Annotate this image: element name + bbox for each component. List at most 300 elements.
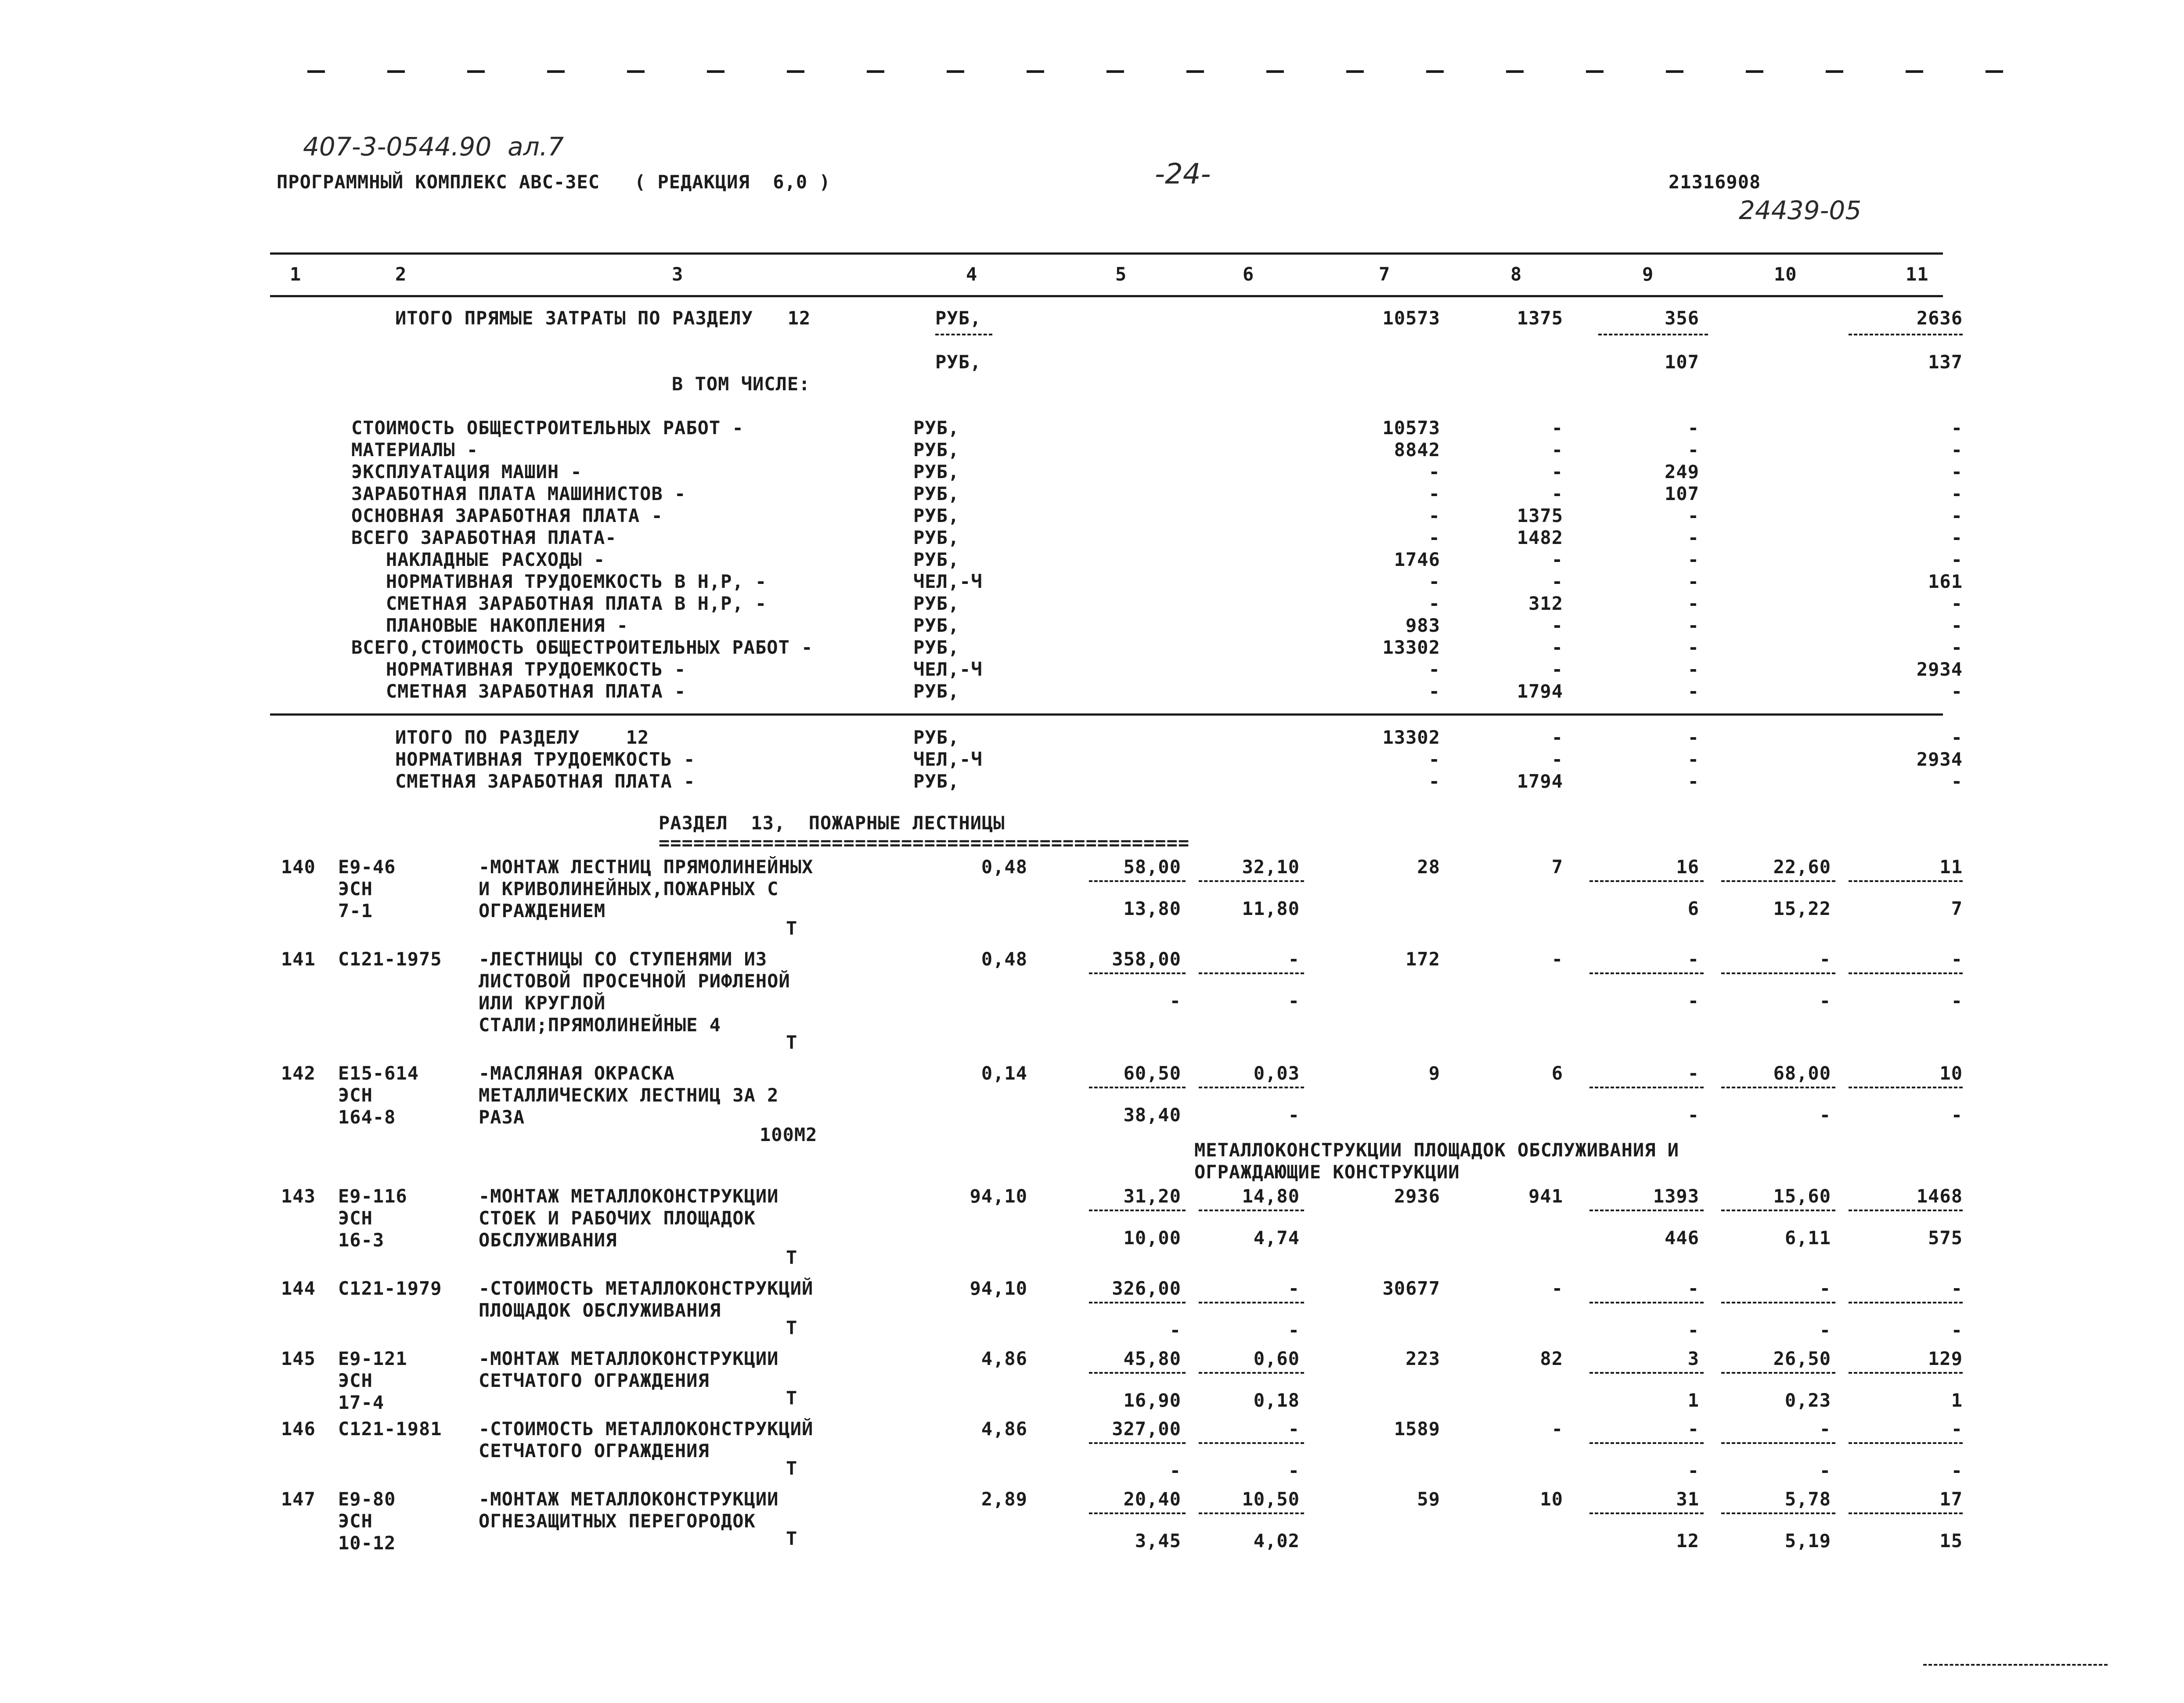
item-c10-upper: 15,60 xyxy=(1773,1185,1831,1207)
item-c5-lower: 3,45 xyxy=(1135,1530,1181,1552)
column-header-10: 10 xyxy=(1774,263,1797,285)
item-c9-lower: - xyxy=(1687,990,1699,1012)
page-edge-dash xyxy=(1266,70,1284,73)
item-c8: - xyxy=(1551,1278,1563,1299)
column-header-4: 4 xyxy=(966,263,978,285)
item-c8: - xyxy=(1551,1418,1563,1440)
summary-row-label: НАКЛАДНЫЕ РАСХОДЫ - xyxy=(351,549,605,570)
item-number: 140 xyxy=(281,856,316,878)
item-code: ЭСН xyxy=(338,1084,373,1106)
summary-row-c9: - xyxy=(1687,505,1699,526)
underline xyxy=(1598,334,1708,335)
column-header-1: 1 xyxy=(290,263,302,285)
summary-row-unit: РУБ, xyxy=(913,615,960,636)
item-c10-lower: - xyxy=(1819,1460,1831,1481)
summary-row-label: СМЕТНАЯ ЗАРАБОТНАЯ ПЛАТА - xyxy=(351,680,686,702)
item-c10-upper: 22,60 xyxy=(1773,856,1831,878)
value-divider xyxy=(1199,972,1304,974)
item-c8: 82 xyxy=(1540,1348,1563,1369)
section-total-c9: - xyxy=(1687,727,1699,748)
page-edge-dash xyxy=(1666,70,1683,73)
item-c7: 1589 xyxy=(1394,1418,1440,1440)
item-c5-upper: 326,00 xyxy=(1112,1278,1181,1299)
summary-row-label: ЗАРАБОТНАЯ ПЛАТА МАШИНИСТОВ - xyxy=(351,483,686,504)
item-c11-lower: 575 xyxy=(1928,1227,1963,1249)
item-c7: 2936 xyxy=(1394,1185,1440,1207)
item-c11-upper: 17 xyxy=(1939,1488,1963,1510)
page-edge-dash xyxy=(1106,70,1124,73)
item-c9-lower: - xyxy=(1687,1104,1699,1126)
bottom-rule xyxy=(1923,1664,2108,1666)
page-edge-dash xyxy=(307,70,325,73)
summary-row-c7: 10573 xyxy=(1382,417,1440,439)
summary-row-c11: - xyxy=(1951,483,1963,504)
summary-row-c8: 1794 xyxy=(1517,680,1563,702)
item-c11-upper: - xyxy=(1951,1418,1963,1440)
value-divider xyxy=(1849,1210,1963,1211)
value-divider xyxy=(1849,1372,1963,1374)
including-label: В ТОМ ЧИСЛЕ: xyxy=(672,373,811,395)
value-divider xyxy=(1199,880,1304,882)
item-c6-lower: 11,80 xyxy=(1242,898,1300,919)
summary-row-label: НОРМАТИВНАЯ ТРУДОЕМКОСТЬ - xyxy=(351,659,686,680)
item-c5-upper: 20,40 xyxy=(1123,1488,1181,1510)
page-edge-dash xyxy=(1027,70,1044,73)
section-total-unit: ЧЕЛ,-Ч xyxy=(913,749,983,770)
value-divider xyxy=(1721,1442,1835,1444)
item-number: 141 xyxy=(281,948,316,970)
summary-row-unit: РУБ, xyxy=(913,549,960,570)
summary-row-c9: - xyxy=(1687,439,1699,461)
total-direct-c8: 1375 xyxy=(1517,307,1563,329)
item-c6-upper: - xyxy=(1288,948,1300,970)
summary-row-c11: 161 xyxy=(1928,571,1963,592)
summary-row-c8: - xyxy=(1551,483,1563,504)
summary-row-unit: ЧЕЛ,-Ч xyxy=(913,659,983,680)
summary-row-unit: РУБ, xyxy=(913,593,960,614)
summary-row-c8: - xyxy=(1551,549,1563,570)
summary-row-c8: 1375 xyxy=(1517,505,1563,526)
column-header-8: 8 xyxy=(1510,263,1522,285)
page-edge-dash xyxy=(1346,70,1364,73)
item-c11-upper: 1468 xyxy=(1916,1185,1963,1207)
value-divider xyxy=(1199,1087,1304,1088)
value-divider xyxy=(1721,1372,1835,1374)
item-unit: Т xyxy=(786,1247,798,1268)
item-number: 147 xyxy=(281,1488,316,1510)
section-total-label: СМЕТНАЯ ЗАРАБОТНАЯ ПЛАТА - xyxy=(395,770,696,792)
item-number: 146 xyxy=(281,1418,316,1440)
item-c10-upper: 26,50 xyxy=(1773,1348,1831,1369)
summary-row-c11: - xyxy=(1951,593,1963,614)
summary-row-label: СТОИМОСТЬ ОБЩЕСТРОИТЕЛЬНЫХ РАБОТ - xyxy=(351,417,744,439)
item-code: Е9-121 xyxy=(338,1348,407,1369)
item-c9-lower: 446 xyxy=(1665,1227,1699,1249)
item-code: 164-8 xyxy=(338,1106,396,1128)
summary-row-c11: - xyxy=(1951,615,1963,636)
summary-row-c9: - xyxy=(1687,417,1699,439)
section-total-c11: - xyxy=(1951,727,1963,748)
item-c5-lower: - xyxy=(1169,1319,1181,1341)
value-divider xyxy=(1089,1372,1186,1374)
summary-row-c11: - xyxy=(1951,439,1963,461)
underline xyxy=(935,334,992,335)
item-code: Е15-614 xyxy=(338,1062,419,1084)
item-description: И КРИВОЛИНЕЙНЫХ,ПОЖАРНЫХ С xyxy=(479,878,779,900)
value-divider xyxy=(1089,1087,1186,1088)
summary-row-c8: - xyxy=(1551,637,1563,658)
value-divider xyxy=(1849,1512,1963,1514)
item-c10-upper: 68,00 xyxy=(1773,1062,1831,1084)
item-c10-lower: - xyxy=(1819,1319,1831,1341)
item-c6-lower: - xyxy=(1288,990,1300,1012)
item-code: ЭСН xyxy=(338,1510,373,1532)
item-c10-lower: - xyxy=(1819,1104,1831,1126)
item-c9-upper: - xyxy=(1687,1062,1699,1084)
section-total-unit: РУБ, xyxy=(913,727,960,748)
summary-row-c7: - xyxy=(1428,505,1440,526)
value-divider xyxy=(1589,1302,1704,1303)
page-edge-dash xyxy=(547,70,565,73)
item-code: Е9-46 xyxy=(338,856,396,878)
item-c6-lower: - xyxy=(1288,1460,1300,1481)
item-description: -СТОИМОСТЬ МЕТАЛЛОКОНСТРУКЦИЙ xyxy=(479,1418,814,1440)
summary-row-unit: ЧЕЛ,-Ч xyxy=(913,571,983,592)
page-edge-dash xyxy=(1826,70,1843,73)
section-total-c8: - xyxy=(1551,749,1563,770)
item-c6-upper: 14,80 xyxy=(1242,1185,1300,1207)
column-header-11: 11 xyxy=(1906,263,1929,285)
section-total-unit: РУБ, xyxy=(913,770,960,792)
item-code: С121-1981 xyxy=(338,1418,442,1440)
page-edge-dash xyxy=(867,70,884,73)
value-divider xyxy=(1199,1512,1304,1514)
item-description: ОБСЛУЖИВАНИЯ xyxy=(479,1229,617,1251)
summary-row-unit: РУБ, xyxy=(913,637,960,658)
item-c10-lower: - xyxy=(1819,990,1831,1012)
page-edge-dash xyxy=(1186,70,1204,73)
value-divider xyxy=(1589,972,1704,974)
page-edge-dash xyxy=(1746,70,1763,73)
summary-row-c9: 107 xyxy=(1665,483,1699,504)
item-c8: 7 xyxy=(1551,856,1563,878)
item-c11-upper: 129 xyxy=(1928,1348,1963,1369)
summary-row-c7: 13302 xyxy=(1382,637,1440,658)
summary-row-c7: - xyxy=(1428,461,1440,482)
page-edge-dash xyxy=(627,70,645,73)
item-c9-lower: 1 xyxy=(1687,1390,1699,1411)
summary-row-c9: - xyxy=(1687,659,1699,680)
item-quantity: 94,10 xyxy=(969,1185,1027,1207)
item-c6-lower: 4,74 xyxy=(1253,1227,1300,1249)
summary-row-c11: - xyxy=(1951,527,1963,548)
section-total-label: ИТОГО ПО РАЗДЕЛУ 12 xyxy=(395,727,649,748)
value-divider xyxy=(1849,972,1963,974)
summary-row-c9: - xyxy=(1687,615,1699,636)
item-c5-lower: 10,00 xyxy=(1123,1227,1181,1249)
page-edge-dash xyxy=(707,70,724,73)
value-divider xyxy=(1721,972,1835,974)
item-code: Е9-116 xyxy=(338,1185,407,1207)
item-quantity: 4,86 xyxy=(981,1348,1027,1369)
value-divider xyxy=(1721,1302,1835,1303)
value-divider xyxy=(1089,972,1186,974)
item-c11-upper: 10 xyxy=(1939,1062,1963,1084)
value-divider xyxy=(1589,1087,1704,1088)
summary-row-c11: - xyxy=(1951,505,1963,526)
item-c8: 6 xyxy=(1551,1062,1563,1084)
summary-row-label: ВСЕГО ЗАРАБОТНАЯ ПЛАТА- xyxy=(351,527,617,548)
item-c10-upper: - xyxy=(1819,1278,1831,1299)
item-c7: 30677 xyxy=(1382,1278,1440,1299)
item-c6-upper: 0,60 xyxy=(1253,1348,1300,1369)
value-divider xyxy=(1589,1512,1704,1514)
value-divider xyxy=(1589,1210,1704,1211)
value-divider xyxy=(1721,1512,1835,1514)
column-header-2: 2 xyxy=(395,263,407,285)
item-unit: 100М2 xyxy=(760,1124,818,1145)
item-c10-lower: 5,19 xyxy=(1784,1530,1831,1552)
item-quantity: 0,14 xyxy=(981,1062,1027,1084)
summary-row-c7: 983 xyxy=(1406,615,1440,636)
summary-row-label: ВСЕГО,СТОИМОСТЬ ОБЩЕСТРОИТЕЛЬНЫХ РАБОТ - xyxy=(351,637,813,658)
value-divider xyxy=(1849,1302,1963,1303)
section-total-label: НОРМАТИВНАЯ ТРУДОЕМКОСТЬ - xyxy=(395,749,696,770)
summary-row-unit: РУБ, xyxy=(913,505,960,526)
table-top-rule xyxy=(270,252,1943,255)
item-number: 143 xyxy=(281,1185,316,1207)
item-c6-upper: 32,10 xyxy=(1242,856,1300,878)
subsection-heading: МЕТАЛЛОКОНСТРУКЦИИ ПЛОЩАДОК ОБСЛУЖИВАНИЯ И ОГРАЖДАЮЩИЕ КОНСТРУКЦИИ xyxy=(1194,1139,1679,1183)
item-unit: Т xyxy=(786,918,798,939)
item-c11-lower: 7 xyxy=(1951,898,1963,919)
page-number: -24- xyxy=(1155,158,1211,191)
value-divider xyxy=(1089,1210,1186,1211)
page-edge-dash xyxy=(947,70,964,73)
summary-row-c9: - xyxy=(1687,549,1699,570)
value-divider xyxy=(1199,1302,1304,1303)
section-total-c7: - xyxy=(1428,770,1440,792)
summary-row-c7: - xyxy=(1428,659,1440,680)
summary-row-c9: 249 xyxy=(1665,461,1699,482)
item-code: ЭСН xyxy=(338,878,373,900)
item-number: 144 xyxy=(281,1278,316,1299)
item-c7: 59 xyxy=(1417,1488,1440,1510)
item-c11-lower: - xyxy=(1951,1319,1963,1341)
summary-row-c11: - xyxy=(1951,417,1963,439)
item-c6-upper: - xyxy=(1288,1278,1300,1299)
column-header-7: 7 xyxy=(1379,263,1391,285)
page-edge-dash xyxy=(1506,70,1524,73)
column-header-9: 9 xyxy=(1642,263,1654,285)
item-c9-upper: 31 xyxy=(1676,1488,1699,1510)
item-c9-upper: 1393 xyxy=(1653,1185,1699,1207)
summary-row-c8: - xyxy=(1551,461,1563,482)
value-divider xyxy=(1589,1372,1704,1374)
item-description: -МОНТАЖ МЕТАЛЛОКОНСТРУКЦИИ xyxy=(479,1348,779,1369)
item-code: Е9-80 xyxy=(338,1488,396,1510)
value-divider xyxy=(1849,880,1963,882)
item-unit: Т xyxy=(786,1032,798,1053)
item-c10-lower: 0,23 xyxy=(1784,1390,1831,1411)
item-c9-upper: 3 xyxy=(1687,1348,1699,1369)
item-description: ПЛОЩАДОК ОБСЛУЖИВАНИЯ xyxy=(479,1300,721,1321)
item-c11-upper: 11 xyxy=(1939,856,1963,878)
summary-row-unit: РУБ, xyxy=(913,417,960,439)
item-c9-upper: - xyxy=(1687,1278,1699,1299)
item-description: ИЛИ КРУГЛОЙ xyxy=(479,992,606,1014)
summary-row-c11: - xyxy=(1951,549,1963,570)
value-divider xyxy=(1089,1442,1186,1444)
item-c5-lower: 16,90 xyxy=(1123,1390,1181,1411)
item-description: СТОЕК И РАБОЧИХ ПЛОЩАДОК xyxy=(479,1207,756,1229)
item-c5-lower: - xyxy=(1169,990,1181,1012)
summary-row-c8: 312 xyxy=(1528,593,1563,614)
summary-row-c7: - xyxy=(1428,527,1440,548)
second-line-unit: РУБ, xyxy=(935,351,982,373)
value-divider xyxy=(1199,1442,1304,1444)
item-c6-lower: - xyxy=(1288,1104,1300,1126)
summary-row-unit: РУБ, xyxy=(913,439,960,461)
summary-row-c11: 2934 xyxy=(1916,659,1963,680)
item-quantity: 0,48 xyxy=(981,856,1027,878)
item-c5-upper: 60,50 xyxy=(1123,1062,1181,1084)
second-line-c11: 137 xyxy=(1928,351,1963,373)
summary-row-unit: РУБ, xyxy=(913,461,960,482)
summary-row-c11: - xyxy=(1951,680,1963,702)
item-c10-upper: - xyxy=(1819,1418,1831,1440)
item-description: -МОНТАЖ МЕТАЛЛОКОНСТРУКЦИИ xyxy=(479,1185,779,1207)
value-divider xyxy=(1089,880,1186,882)
page-edge-dash xyxy=(787,70,804,73)
item-code: С121-1975 xyxy=(338,948,442,970)
page-edge-dash xyxy=(467,70,485,73)
item-code: 10-12 xyxy=(338,1532,396,1554)
item-unit: Т xyxy=(786,1387,798,1409)
page-edge-dash xyxy=(1906,70,1923,73)
document-number: 21316908 xyxy=(1669,171,1761,193)
summary-row-c7: - xyxy=(1428,483,1440,504)
item-c6-lower: - xyxy=(1288,1319,1300,1341)
item-c8: 10 xyxy=(1540,1488,1563,1510)
value-divider xyxy=(1849,1442,1963,1444)
item-description: -МАСЛЯНАЯ ОКРАСКА xyxy=(479,1062,675,1084)
item-code: 17-4 xyxy=(338,1392,385,1413)
item-code: С121-1979 xyxy=(338,1278,442,1299)
section-total-c11: 2934 xyxy=(1916,749,1963,770)
item-description: РАЗА xyxy=(479,1106,525,1128)
total-direct-unit: РУБ, xyxy=(935,307,982,329)
column-header-3: 3 xyxy=(672,263,684,285)
second-line-c9: 107 xyxy=(1665,351,1699,373)
summary-row-c8: - xyxy=(1551,659,1563,680)
value-divider xyxy=(1199,1210,1304,1211)
item-c10-upper: 5,78 xyxy=(1784,1488,1831,1510)
item-c9-lower: 12 xyxy=(1676,1530,1699,1552)
summary-row-c7: 1746 xyxy=(1394,549,1440,570)
summary-row-c8: - xyxy=(1551,615,1563,636)
item-c11-lower: 15 xyxy=(1939,1530,1963,1552)
value-divider xyxy=(1089,1302,1186,1303)
item-quantity: 94,10 xyxy=(969,1278,1027,1299)
value-divider xyxy=(1089,1512,1186,1514)
item-c9-upper: - xyxy=(1687,948,1699,970)
item-c11-lower: 1 xyxy=(1951,1390,1963,1411)
section-title: РАЗДЕЛ 13, ПОЖАРНЫЕ ЛЕСТНИЦЫ xyxy=(659,812,1005,834)
item-unit: Т xyxy=(786,1458,798,1479)
summary-row-c9: - xyxy=(1687,680,1699,702)
value-divider xyxy=(1589,1442,1704,1444)
item-quantity: 2,89 xyxy=(981,1488,1027,1510)
item-c11-lower: - xyxy=(1951,1104,1963,1126)
item-c6-upper: - xyxy=(1288,1418,1300,1440)
item-c9-lower: - xyxy=(1687,1319,1699,1341)
total-direct-label: ИТОГО ПРЯМЫЕ ЗАТРАТЫ ПО РАЗДЕЛУ 12 xyxy=(395,307,811,329)
item-unit: Т xyxy=(786,1528,798,1549)
value-divider xyxy=(1849,1087,1963,1088)
item-c6-lower: 0,18 xyxy=(1253,1390,1300,1411)
value-divider xyxy=(1199,1372,1304,1374)
item-c10-lower: 6,11 xyxy=(1784,1227,1831,1249)
section-total-c9: - xyxy=(1687,770,1699,792)
item-c9-lower: 6 xyxy=(1687,898,1699,919)
item-c8: - xyxy=(1551,948,1563,970)
item-c7: 28 xyxy=(1417,856,1440,878)
value-divider xyxy=(1721,880,1835,882)
summary-row-c11: - xyxy=(1951,637,1963,658)
value-divider xyxy=(1589,880,1704,882)
item-c10-lower: 15,22 xyxy=(1773,898,1831,919)
summary-row-label: ПЛАНОВЫЕ НАКОПЛЕНИЯ - xyxy=(351,615,628,636)
item-c7: 172 xyxy=(1406,948,1440,970)
summary-row-c8: 1482 xyxy=(1517,527,1563,548)
item-c5-lower: 13,80 xyxy=(1123,898,1181,919)
summary-row-c11: - xyxy=(1951,461,1963,482)
item-description: ЛИСТОВОЙ ПРОСЕЧНОЙ РИФЛЕНОЙ xyxy=(479,970,790,992)
summary-row-label: СМЕТНАЯ ЗАРАБОТНАЯ ПЛАТА В Н,Р, - xyxy=(351,593,767,614)
section-total-c8: 1794 xyxy=(1517,770,1563,792)
summary-row-unit: РУБ, xyxy=(913,680,960,702)
item-c6-upper: 10,50 xyxy=(1242,1488,1300,1510)
item-c11-lower: - xyxy=(1951,1460,1963,1481)
item-quantity: 4,86 xyxy=(981,1418,1027,1440)
page-edge-dash xyxy=(1986,70,2003,73)
value-divider xyxy=(1721,1210,1835,1211)
summary-row-c9: - xyxy=(1687,527,1699,548)
summary-row-c9: - xyxy=(1687,593,1699,614)
summary-row-c8: - xyxy=(1551,417,1563,439)
item-c5-lower: - xyxy=(1169,1460,1181,1481)
summary-row-c9: - xyxy=(1687,637,1699,658)
item-c5-upper: 45,80 xyxy=(1123,1348,1181,1369)
page-edge-dash xyxy=(387,70,405,73)
page-edge-dash xyxy=(1426,70,1444,73)
section-total-c9: - xyxy=(1687,749,1699,770)
item-description: СЕТЧАТОГО ОГРАЖДЕНИЯ xyxy=(479,1440,710,1462)
item-description: СЕТЧАТОГО ОГРАЖДЕНИЯ xyxy=(479,1370,710,1391)
item-c6-lower: 4,02 xyxy=(1253,1530,1300,1552)
program-title: ПРОГРАММНЫЙ КОМПЛЕКС АВС-ЗЕС ( РЕДАКЦИЯ 6,0 ) xyxy=(277,171,831,193)
item-number: 142 xyxy=(281,1062,316,1084)
item-c9-upper: 16 xyxy=(1676,856,1699,878)
underline xyxy=(1849,334,1963,335)
item-code: ЭСН xyxy=(338,1207,373,1229)
summary-row-c8: - xyxy=(1551,439,1563,461)
handwritten-doc-code: 407-3-0544.90 ал.7 xyxy=(303,132,564,162)
item-code: 7-1 xyxy=(338,900,373,922)
item-description: -СТОИМОСТЬ МЕТАЛЛОКОНСТРУКЦИЙ xyxy=(479,1278,814,1299)
summary-row-label: МАТЕРИАЛЫ - xyxy=(351,439,479,461)
